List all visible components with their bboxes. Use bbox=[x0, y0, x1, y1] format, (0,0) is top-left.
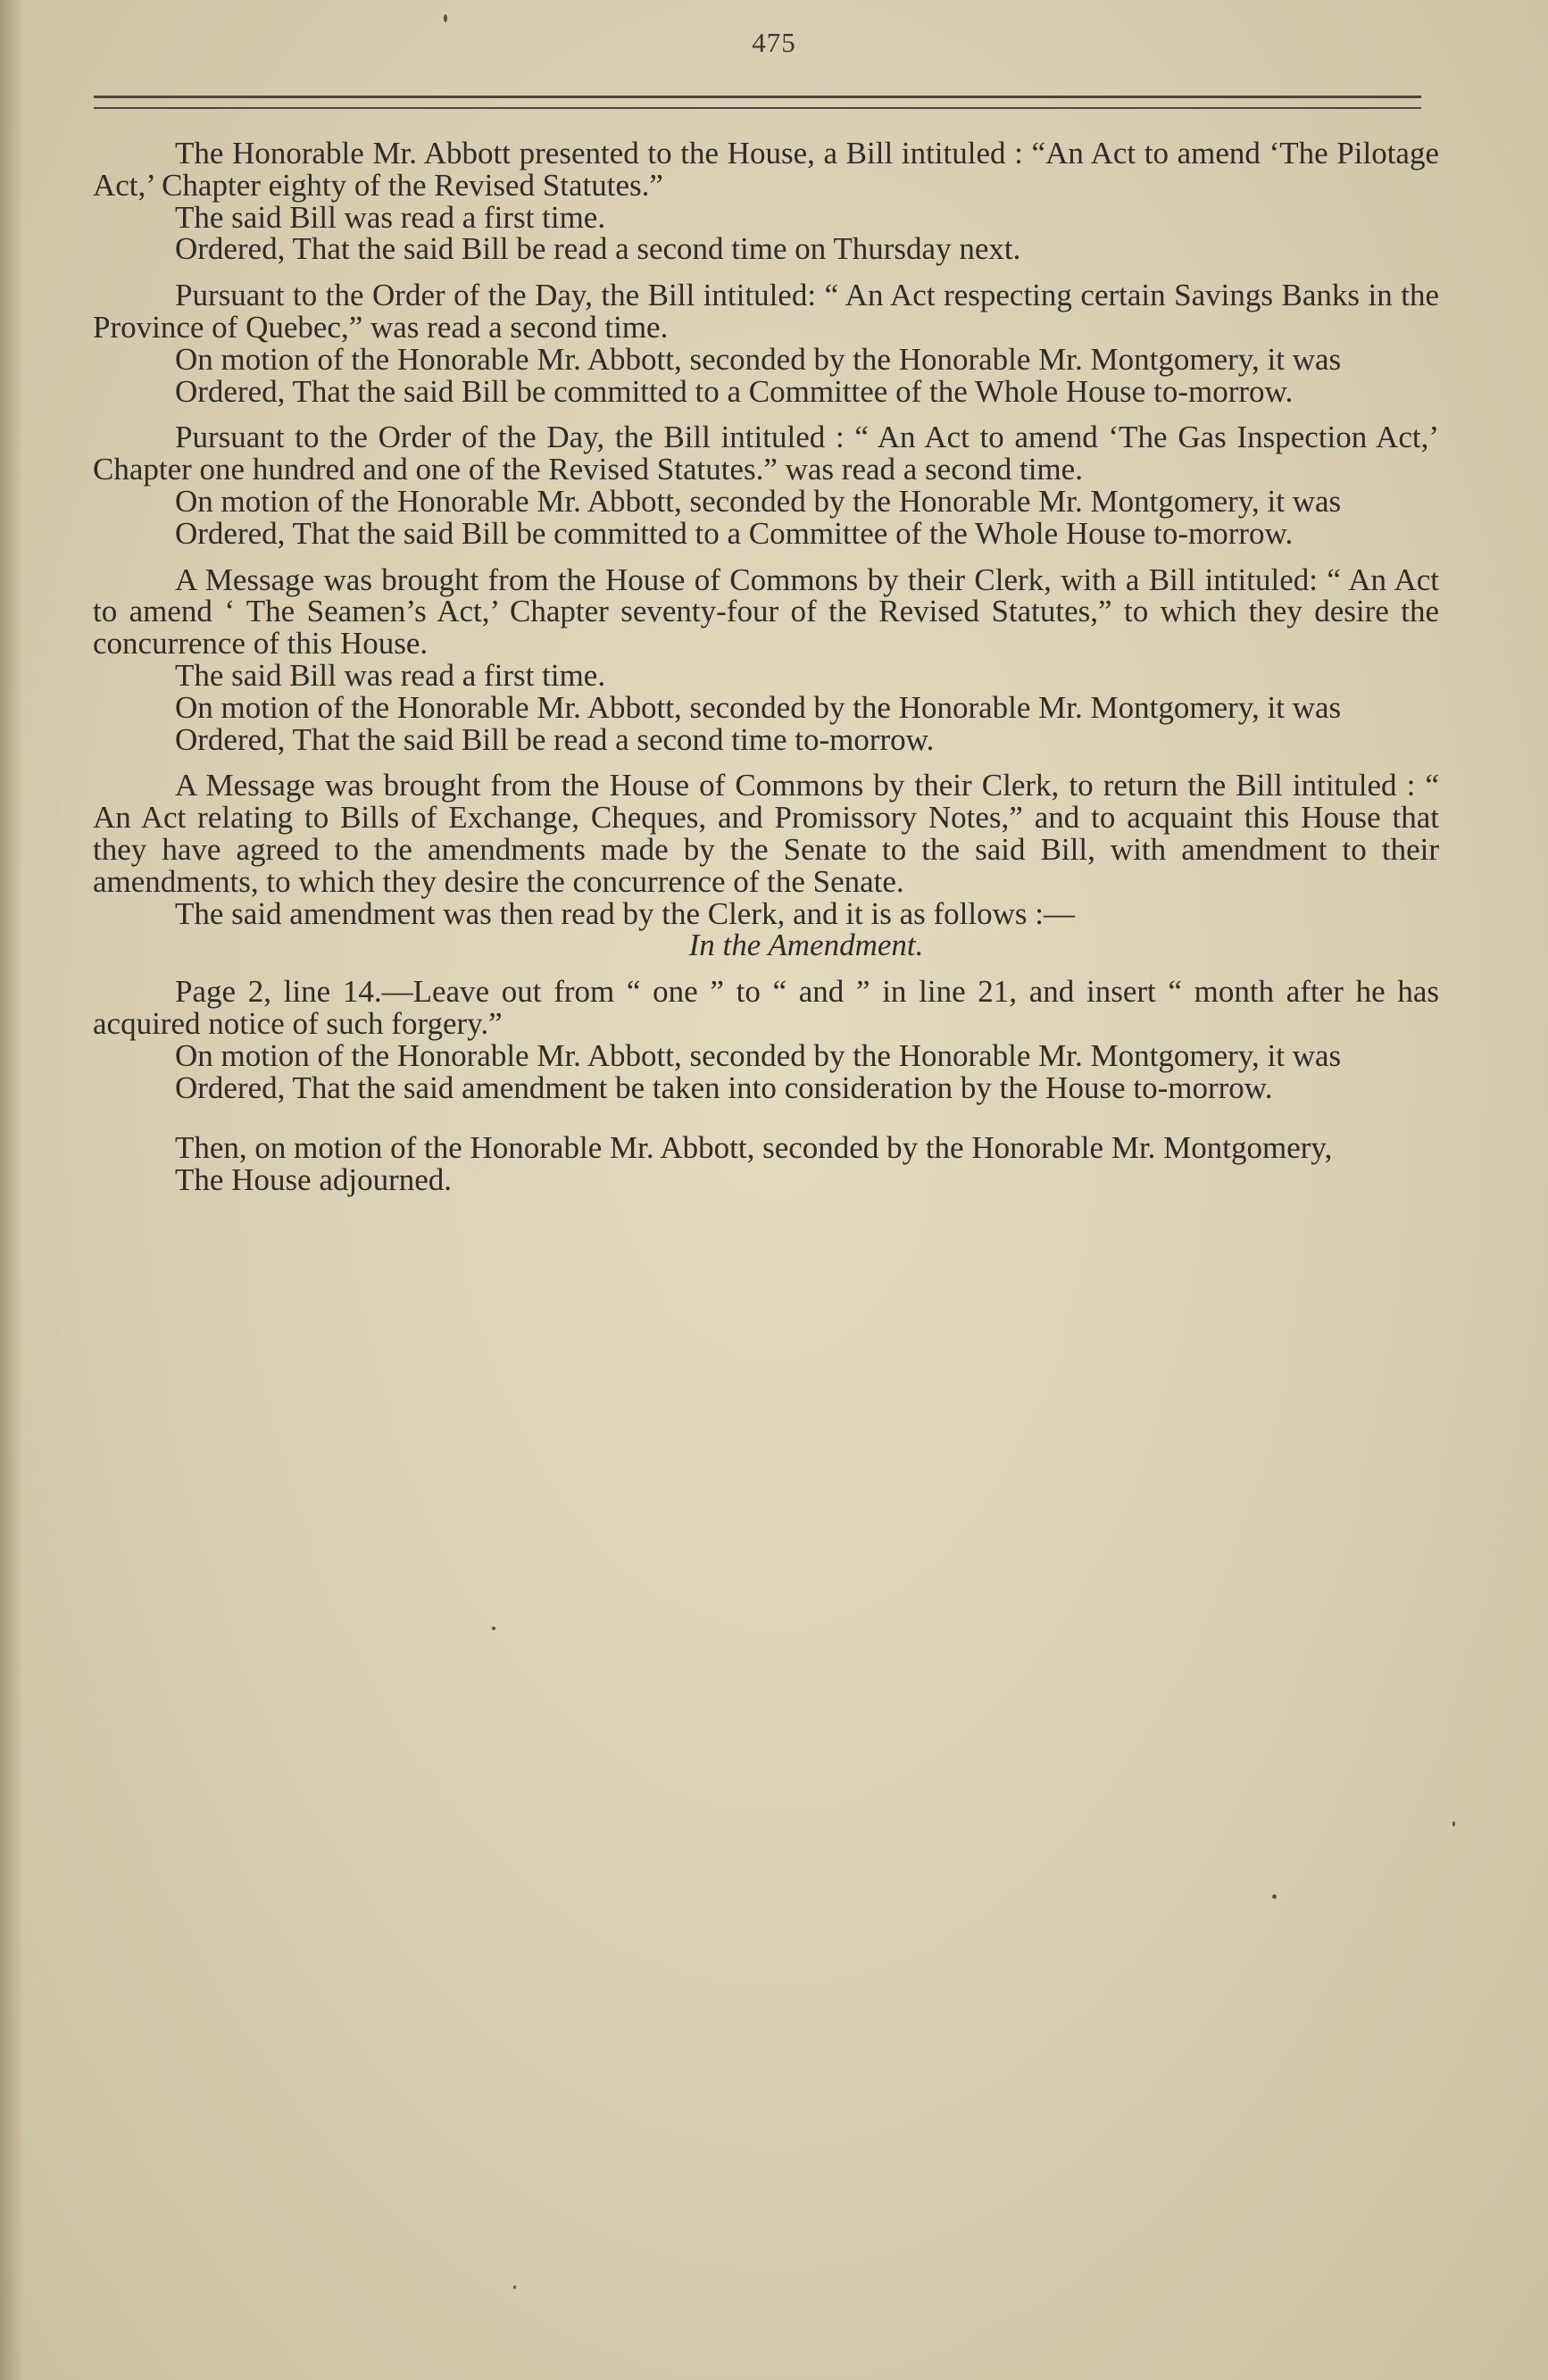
paragraph-order-second-reading: Ordered, That the said Bill be read a second time to-morrow. bbox=[175, 721, 935, 757]
paragraph-pilotage-bill-presented: The Honorable Mr. Abbott presented to the House, a Bill intituled : “An Act to amend ‘The Pilotage Act,’ Chapter eighty of the Revised Statutes.” bbox=[93, 136, 1439, 203]
paragraph-motion: On motion of the Honorable Mr. Abbott, seconded by the Honorable Mr. Montgomery, it was bbox=[175, 689, 1342, 725]
paragraph-bills-of-exchange-message: A Message was brought from the House of Commons by their Clerk, to return the Bill intituled : “ An Act relating to Bills of Exchange, Cheques, and Promissory Notes,” and to acquaint this House that they have agreed to the amendments made by the Senate to the said Bill, with amendment to their amendments, to which they desire the concurrence of the Senate. bbox=[93, 768, 1439, 899]
header-rule-top bbox=[94, 96, 1421, 98]
paragraph-order-committee: Ordered, That the said Bill be committed to a Committee of the Whole House to-morrow. bbox=[175, 373, 1294, 409]
paper-speck bbox=[444, 14, 447, 22]
paragraph-amendment-text: Page 2, line 14.—Leave out from “ one ” to “ and ” in line 21, and insert “ month after he has acquired notice of such forgery.” bbox=[93, 974, 1439, 1041]
header-rule-bottom bbox=[94, 107, 1421, 109]
paragraph-order-committee: Ordered, That the said Bill be committed to a Committee of the Whole House to-morrow. bbox=[175, 515, 1294, 551]
paragraph-amendment-read: The said amendment was then read by the Clerk, and it is as follows :— bbox=[175, 895, 1075, 931]
paragraph-order-consideration: Ordered, That the said amendment be taken into consideration by the House to-morrow. bbox=[175, 1069, 1273, 1105]
paper-speck bbox=[492, 1627, 495, 1630]
paper-speck bbox=[513, 2285, 516, 2289]
paragraph-adjournment-motion: Then, on motion of the Honorable Mr. Abbott, seconded by the Honorable Mr. Montgomery, bbox=[175, 1130, 1333, 1166]
journal-text bbox=[93, 137, 1439, 1196]
paragraph-seamens-act-message: A Message was brought from the House of Commons by their Clerk, with a Bill intituled: “ An Act to amend ‘ The Seamen’s Act,’ Chapter seventy-four of the Revised Statutes,” to which they desire the concurrence of this House. bbox=[93, 562, 1439, 662]
paragraph-motion: On motion of the Honorable Mr. Abbott, seconded by the Honorable Mr. Montgomery, it was bbox=[175, 341, 1342, 377]
paragraph-first-reading: The said Bill was read a first time. bbox=[175, 199, 606, 235]
paper-speck bbox=[1272, 1894, 1277, 1899]
paper-speck bbox=[1452, 1821, 1455, 1827]
paragraph-savings-banks-second-reading: Pursuant to the Order of the Day, the Bill intituled: “ An Act respecting certain Savings Banks in the Province of Quebec,” was read a second time. bbox=[93, 278, 1439, 345]
paragraph-first-reading: The said Bill was read a first time. bbox=[175, 657, 606, 693]
paragraph-order-second-reading: Ordered, That the said Bill be read a second time on Thursday next. bbox=[175, 231, 1021, 267]
page-number: 475 bbox=[752, 27, 796, 58]
paragraph-house-adjourned: The House adjourned. bbox=[175, 1162, 453, 1198]
paragraph-motion: On motion of the Honorable Mr. Abbott, seconded by the Honorable Mr. Montgomery, it was bbox=[175, 483, 1342, 519]
paragraph-motion: On motion of the Honorable Mr. Abbott, seconded by the Honorable Mr. Montgomery, it was bbox=[175, 1037, 1342, 1073]
page-spine-shadow bbox=[0, 0, 23, 2380]
amendment-heading: In the Amendment. bbox=[688, 928, 924, 963]
paragraph-gas-inspection-second-reading: Pursuant to the Order of the Day, the Bill intituled : “ An Act to amend ‘The Gas Inspection Act,’ Chapter one hundred and one of the Revised Statutes.” was read a second time. bbox=[93, 420, 1439, 487]
